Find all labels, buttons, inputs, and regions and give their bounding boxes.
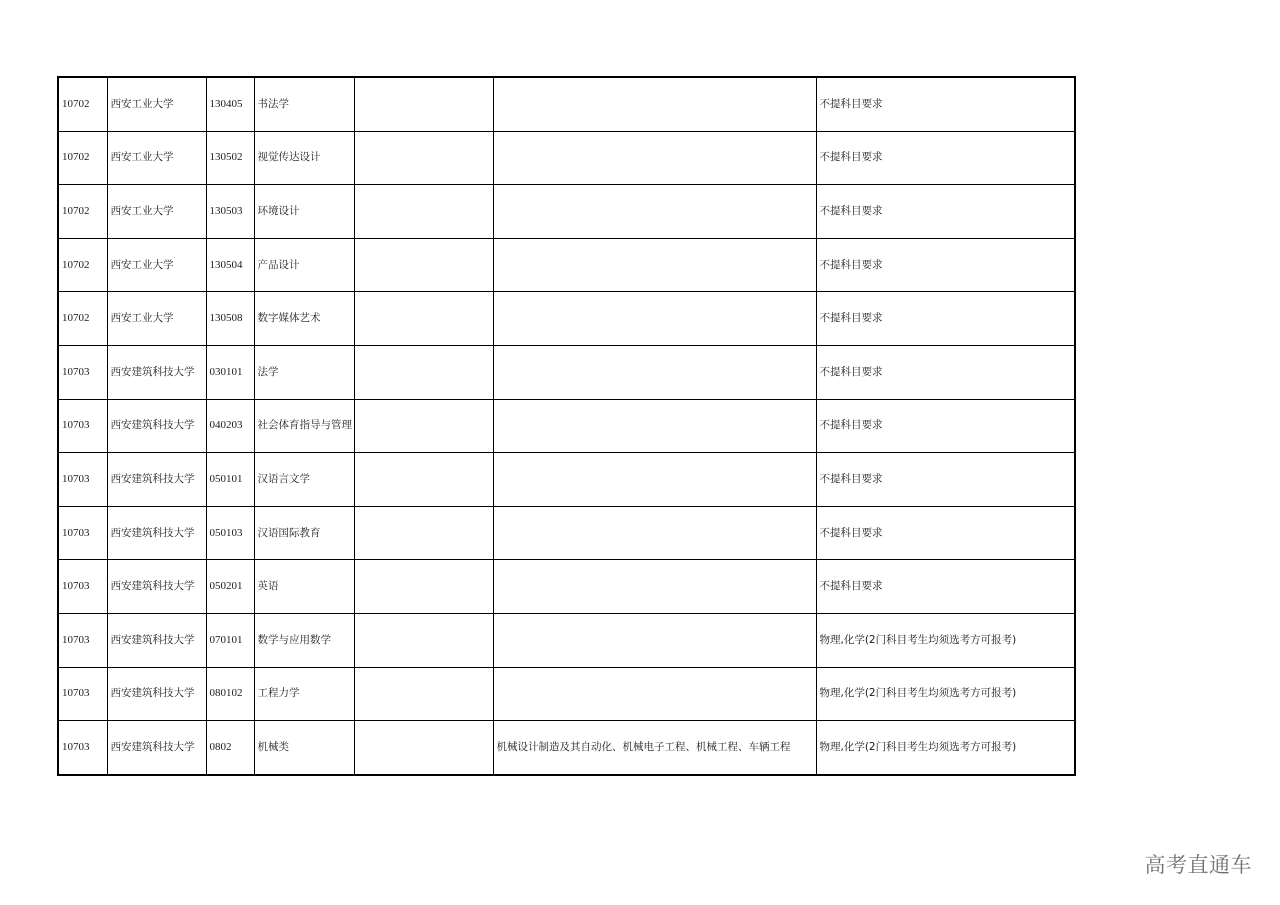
empty-cell	[354, 506, 493, 560]
included-majors-cell: 机械设计制造及其自动化、机械电子工程、机械工程、车辆工程	[493, 721, 816, 775]
school-name-cell: 西安工业大学	[107, 185, 206, 239]
empty-cell	[354, 238, 493, 292]
major-name-cell: 视觉传达设计	[254, 131, 354, 185]
table-row	[58, 77, 1075, 131]
table-row	[58, 560, 1075, 614]
empty-cell	[354, 613, 493, 667]
school-code-cell: 10703	[58, 506, 107, 560]
school-code-cell: 10703	[58, 560, 107, 614]
included-majors-cell	[493, 399, 816, 453]
school-code-cell: 10702	[58, 238, 107, 292]
included-majors-cell	[493, 453, 816, 507]
subject-requirement-cell: 不提科目要求	[816, 399, 1075, 453]
subject-requirement-cell: 不提科目要求	[816, 292, 1075, 346]
school-code-cell: 10703	[58, 345, 107, 399]
subject-requirement-cell: 不提科目要求	[816, 131, 1075, 185]
included-majors-cell	[493, 238, 816, 292]
subject-requirement-cell: 不提科目要求	[816, 185, 1075, 239]
table-row	[58, 238, 1075, 292]
empty-cell	[354, 345, 493, 399]
subject-requirement-cell: 不提科目要求	[816, 238, 1075, 292]
major-code-cell: 050101	[206, 453, 254, 507]
school-name-cell: 西安工业大学	[107, 77, 206, 131]
major-name-cell: 法学	[254, 345, 354, 399]
major-name-cell: 英语	[254, 560, 354, 614]
school-name-cell: 西安建筑科技大学	[107, 453, 206, 507]
subject-requirement-cell: 物理,化学(2门科目考生均须选考方可报考)	[816, 667, 1075, 721]
school-code-cell: 10702	[58, 77, 107, 131]
school-name-cell: 西安建筑科技大学	[107, 721, 206, 775]
major-code-cell: 130405	[206, 77, 254, 131]
table-row	[58, 131, 1075, 185]
major-name-cell: 工程力学	[254, 667, 354, 721]
empty-cell	[354, 399, 493, 453]
school-code-cell: 10703	[58, 453, 107, 507]
table-body	[58, 77, 1075, 775]
major-code-cell: 040203	[206, 399, 254, 453]
included-majors-cell	[493, 185, 816, 239]
school-name-cell: 西安建筑科技大学	[107, 560, 206, 614]
school-code-cell: 10703	[58, 721, 107, 775]
empty-cell	[354, 185, 493, 239]
major-code-cell: 050103	[206, 506, 254, 560]
subject-requirement-cell: 不提科目要求	[816, 560, 1075, 614]
table-row	[58, 613, 1075, 667]
school-name-cell: 西安工业大学	[107, 131, 206, 185]
school-code-cell: 10702	[58, 292, 107, 346]
major-code-cell: 080102	[206, 667, 254, 721]
major-code-cell: 070101	[206, 613, 254, 667]
school-name-cell: 西安工业大学	[107, 292, 206, 346]
empty-cell	[354, 453, 493, 507]
table-row	[58, 506, 1075, 560]
table-row	[58, 453, 1075, 507]
major-code-cell: 130503	[206, 185, 254, 239]
school-name-cell: 西安工业大学	[107, 238, 206, 292]
major-code-cell: 0802	[206, 721, 254, 775]
major-name-cell: 产品设计	[254, 238, 354, 292]
major-name-cell: 书法学	[254, 77, 354, 131]
major-name-cell: 汉语言文学	[254, 453, 354, 507]
empty-cell	[354, 721, 493, 775]
school-name-cell: 西安建筑科技大学	[107, 506, 206, 560]
major-code-cell: 030101	[206, 345, 254, 399]
table-row	[58, 399, 1075, 453]
school-name-cell: 西安建筑科技大学	[107, 399, 206, 453]
included-majors-cell	[493, 77, 816, 131]
table-row	[58, 721, 1075, 775]
empty-cell	[354, 77, 493, 131]
major-code-cell: 130508	[206, 292, 254, 346]
subject-requirement-cell: 不提科目要求	[816, 345, 1075, 399]
school-code-cell: 10702	[58, 131, 107, 185]
major-code-cell: 130502	[206, 131, 254, 185]
included-majors-cell	[493, 667, 816, 721]
included-majors-cell	[493, 560, 816, 614]
empty-cell	[354, 131, 493, 185]
major-name-cell: 环境设计	[254, 185, 354, 239]
major-name-cell: 数字媒体艺术	[254, 292, 354, 346]
subject-requirements-table	[57, 76, 1076, 776]
subject-requirement-cell: 不提科目要求	[816, 453, 1075, 507]
subject-requirement-cell: 不提科目要求	[816, 77, 1075, 131]
school-code-cell: 10703	[58, 399, 107, 453]
major-name-cell: 社会体育指导与管理	[254, 399, 354, 453]
table-row	[58, 667, 1075, 721]
included-majors-cell	[493, 292, 816, 346]
subject-requirement-cell: 物理,化学(2门科目考生均须选考方可报考)	[816, 721, 1075, 775]
subject-requirement-cell: 物理,化学(2门科目考生均须选考方可报考)	[816, 613, 1075, 667]
table-row	[58, 185, 1075, 239]
table-row	[58, 345, 1075, 399]
school-name-cell: 西安建筑科技大学	[107, 667, 206, 721]
major-name-cell: 机械类	[254, 721, 354, 775]
school-code-cell: 10702	[58, 185, 107, 239]
school-name-cell: 西安建筑科技大学	[107, 613, 206, 667]
major-code-cell: 130504	[206, 238, 254, 292]
empty-cell	[354, 667, 493, 721]
watermark-text: 高考直通车	[1144, 853, 1252, 877]
included-majors-cell	[493, 131, 816, 185]
major-name-cell: 数学与应用数学	[254, 613, 354, 667]
empty-cell	[354, 560, 493, 614]
school-code-cell: 10703	[58, 667, 107, 721]
subject-requirement-cell: 不提科目要求	[816, 506, 1075, 560]
included-majors-cell	[493, 345, 816, 399]
major-name-cell: 汉语国际教育	[254, 506, 354, 560]
school-name-cell: 西安建筑科技大学	[107, 345, 206, 399]
included-majors-cell	[493, 613, 816, 667]
empty-cell	[354, 292, 493, 346]
major-code-cell: 050201	[206, 560, 254, 614]
school-code-cell: 10703	[58, 613, 107, 667]
table-row	[58, 292, 1075, 346]
included-majors-cell	[493, 506, 816, 560]
